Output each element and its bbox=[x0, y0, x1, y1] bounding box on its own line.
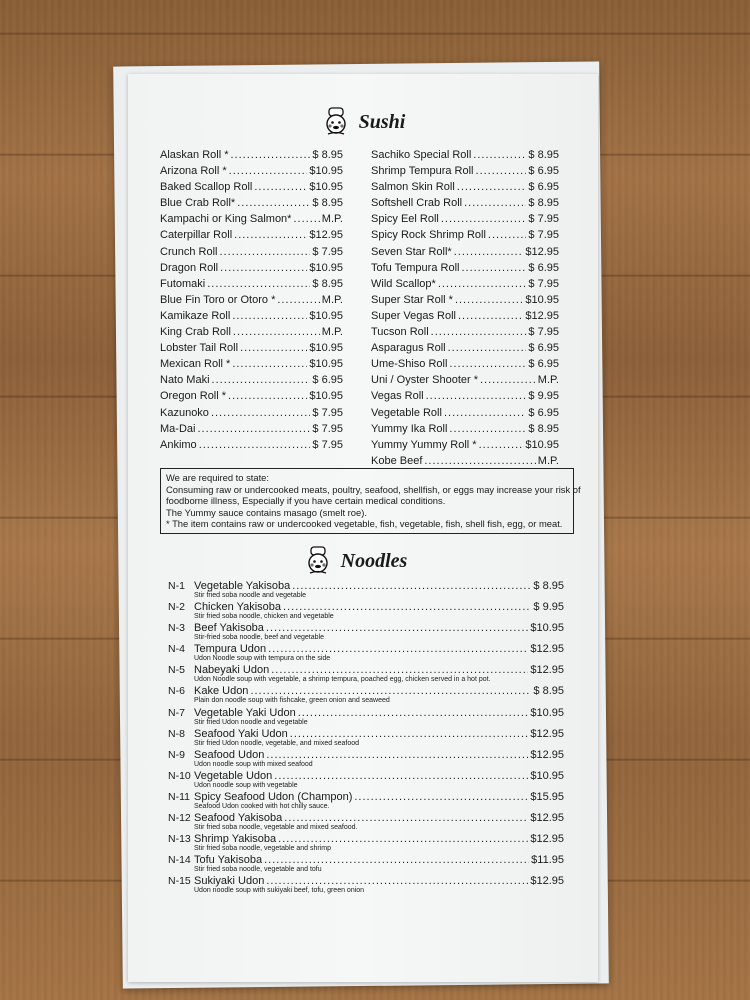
menu-item-price: $ 7.95 bbox=[528, 277, 559, 290]
noodle-name: Spicy Seafood Udon (Champon) bbox=[194, 790, 353, 803]
sushi-title: Sushi bbox=[358, 110, 406, 133]
menu-item bbox=[160, 260, 343, 276]
noodle-line bbox=[168, 601, 564, 613]
menu-item-price: $12.95 bbox=[309, 229, 343, 242]
menu-item-price: $10.95 bbox=[309, 181, 343, 194]
menu-item-name: Futomaki bbox=[160, 277, 206, 290]
menu-item-price: $ 6.95 bbox=[528, 406, 559, 419]
menu-item-name: Uni / Oyster Shooter * bbox=[371, 374, 478, 387]
menu-item-price: $ 6.95 bbox=[528, 181, 559, 194]
menu-item-name: Yummy Yummy Roll * bbox=[371, 438, 477, 451]
notice-line: The Yummy sauce contains masago (smelt roe). bbox=[166, 506, 367, 518]
menu-item bbox=[160, 147, 343, 163]
menu-item bbox=[371, 163, 559, 179]
noodle-price: $15.95 bbox=[530, 790, 564, 803]
notice-line: * The item contains raw or undercooked vegetable, fish, vegetable, fish, shell fish, egg, or meat. bbox=[166, 518, 563, 529]
leader-dots bbox=[488, 227, 526, 243]
menu-item bbox=[371, 388, 559, 404]
menu-item bbox=[371, 356, 559, 372]
leader-dots bbox=[250, 685, 531, 697]
noodle-code: N-4 bbox=[168, 643, 185, 656]
menu-item bbox=[371, 308, 559, 324]
noodle-price: $ 8.95 bbox=[533, 580, 564, 592]
leader-dots bbox=[197, 421, 310, 437]
noodle-price: $12.95 bbox=[530, 812, 564, 825]
menu-item-price: $ 8.95 bbox=[528, 149, 559, 161]
leader-dots bbox=[207, 276, 310, 292]
menu-item-name: Caterpillar Roll bbox=[160, 229, 233, 242]
noodle-item bbox=[168, 601, 564, 622]
noodle-line bbox=[168, 875, 564, 887]
menu-item-price: $10.95 bbox=[309, 342, 343, 355]
menu-item bbox=[371, 260, 559, 276]
menu-item-name: Shrimp Tempura Roll bbox=[371, 165, 474, 178]
menu-item-price: $12.95 bbox=[525, 245, 559, 258]
menu-item-name: Vegas Roll bbox=[371, 390, 424, 403]
menu-item-price: $ 7.95 bbox=[312, 422, 343, 435]
menu-item bbox=[160, 276, 343, 292]
noodle-description: Stir fried soba noodle, vegetable and tofu bbox=[194, 866, 322, 874]
noodle-price: $10.95 bbox=[530, 706, 564, 719]
noodle-name: Vegetable Udon bbox=[194, 769, 273, 782]
menu-item-price: $10.95 bbox=[309, 390, 343, 403]
menu-item-name: Alaskan Roll * bbox=[160, 149, 229, 161]
menu-item-name: Kampachi or King Salmon* bbox=[160, 213, 292, 226]
menu-item-name: Vegetable Roll bbox=[371, 406, 442, 419]
menu-item bbox=[160, 211, 343, 227]
menu-item-price: $10.95 bbox=[309, 165, 343, 178]
noodle-description: Stir fried soba noodle, vegetable and shrimp bbox=[194, 845, 331, 853]
menu-item-name: Spicy Rock Shrimp Roll bbox=[371, 229, 486, 242]
leader-dots bbox=[449, 356, 526, 372]
noodle-line bbox=[168, 791, 564, 803]
menu-item bbox=[371, 324, 559, 340]
menu-item bbox=[371, 437, 559, 453]
menu-item bbox=[160, 179, 343, 195]
menu-item-name: Salmon Skin Roll bbox=[371, 181, 455, 194]
noodle-description: Stir-fried soba noodle, beef and vegetable bbox=[194, 634, 324, 642]
noodle-name: Tofu Yakisoba bbox=[194, 854, 263, 867]
leader-dots bbox=[211, 405, 310, 421]
menu-item-price: $ 9.95 bbox=[528, 390, 559, 403]
noodle-description: Udon noodle soup with vegetable bbox=[194, 781, 298, 789]
menu-item bbox=[160, 372, 343, 388]
menu-item-price: M.P. bbox=[537, 374, 559, 387]
menu-item-name: Arizona Roll * bbox=[160, 165, 227, 178]
noodle-name: Chicken Yakisoba bbox=[194, 601, 282, 614]
leader-dots bbox=[212, 372, 311, 388]
leader-dots bbox=[458, 308, 523, 324]
noodle-line bbox=[168, 685, 564, 697]
noodle-name: Tempura Udon bbox=[194, 643, 267, 656]
menu-item-name: Kazunoko bbox=[160, 406, 209, 419]
noodle-description: Stir fried soba noodle, vegetable and mixed seafood. bbox=[194, 824, 358, 832]
noodle-name: Seafood Udon bbox=[194, 748, 265, 761]
menu-item-price: M.P. bbox=[321, 326, 343, 339]
menu-item-price: M.P. bbox=[537, 454, 559, 467]
menu-item bbox=[160, 421, 343, 437]
noodle-description: Plain don noodle soup with fishcake, green onion and seaweed bbox=[194, 697, 390, 705]
noodle-item bbox=[168, 833, 564, 854]
noodle-code: N-11 bbox=[168, 790, 190, 803]
menu-item-price: $ 8.95 bbox=[312, 277, 343, 290]
leader-dots bbox=[283, 601, 531, 613]
menu-item-name: Tucson Roll bbox=[371, 326, 429, 339]
leader-dots bbox=[234, 227, 307, 243]
noodle-line bbox=[168, 812, 564, 824]
noodle-price: $12.95 bbox=[530, 748, 564, 761]
noodle-price: $12.95 bbox=[530, 727, 564, 740]
noodle-code: N-13 bbox=[168, 833, 191, 846]
menu-item bbox=[160, 324, 343, 340]
menu-item-name: Oregon Roll * bbox=[160, 390, 227, 403]
menu-item-price: $ 6.95 bbox=[528, 165, 559, 178]
noodle-description: Stir fried Udon noodle and vegetable bbox=[194, 718, 308, 726]
noodle-code: N-2 bbox=[168, 601, 185, 614]
menu-item-name: Nato Maki bbox=[160, 374, 210, 387]
leader-dots bbox=[278, 833, 528, 845]
menu-item bbox=[160, 227, 343, 243]
menu-item bbox=[160, 405, 343, 421]
noodle-code: N-8 bbox=[168, 727, 185, 740]
leader-dots bbox=[292, 580, 531, 592]
menu-item-name: Crunch Roll bbox=[160, 245, 218, 258]
noodle-line bbox=[168, 664, 564, 676]
noodle-item bbox=[168, 685, 564, 706]
menu-item-price: $ 8.95 bbox=[312, 197, 343, 210]
noodle-name: Nabeyaki Udon bbox=[194, 664, 270, 677]
noodle-item bbox=[168, 875, 564, 896]
menu-item bbox=[160, 356, 343, 372]
menu-item-name: Asparagus Roll bbox=[371, 342, 446, 355]
notice-line: foodborne illness, Especially if you have certain medical conditions. bbox=[166, 495, 446, 506]
leader-dots bbox=[266, 622, 528, 634]
noodle-code: N-1 bbox=[168, 580, 185, 592]
noodle-price: $ 9.95 bbox=[533, 601, 564, 614]
leader-dots bbox=[230, 147, 310, 163]
noodle-price: $10.95 bbox=[530, 622, 564, 635]
leader-dots bbox=[284, 812, 528, 824]
noodle-code: N-7 bbox=[168, 706, 185, 719]
chef-mascot-icon bbox=[303, 546, 333, 576]
notice-line: Consuming raw or undercooked meats, poultry, seafood, shellfish, or eggs may increase your risk of bbox=[166, 483, 581, 495]
menu-item-name: Ma-Dai bbox=[160, 422, 196, 435]
leader-dots bbox=[464, 195, 526, 211]
menu-item-price: $10.95 bbox=[525, 293, 559, 306]
menu-item-name: Baked Scallop Roll bbox=[160, 181, 253, 194]
menu-item-price: M.P. bbox=[321, 293, 343, 306]
noodle-price: $12.95 bbox=[530, 833, 564, 846]
leader-dots bbox=[271, 664, 528, 676]
menu-item bbox=[160, 437, 343, 453]
leader-dots bbox=[479, 437, 524, 453]
menu-item-price: M.P. bbox=[321, 213, 343, 226]
leader-dots bbox=[480, 372, 536, 388]
menu-item bbox=[371, 276, 559, 292]
leader-dots bbox=[298, 707, 529, 719]
noodle-code: N-3 bbox=[168, 622, 185, 635]
menu-item bbox=[160, 340, 343, 356]
chef-mascot-icon bbox=[321, 107, 351, 137]
menu-item bbox=[371, 179, 559, 195]
noodle-name: Kake Udon bbox=[194, 685, 249, 698]
noodle-code: N-14 bbox=[168, 854, 191, 867]
noodle-name: Sukiyaki Udon bbox=[194, 875, 265, 888]
menu-item-price: $ 7.95 bbox=[528, 213, 559, 226]
noodle-line bbox=[168, 622, 564, 634]
noodle-item bbox=[168, 580, 564, 601]
menu-item-price: $10.95 bbox=[309, 358, 343, 371]
noodle-item bbox=[168, 791, 564, 812]
noodle-code: N-9 bbox=[168, 748, 185, 761]
leader-dots bbox=[455, 292, 523, 308]
noodle-name: Vegetable Yakisoba bbox=[194, 580, 291, 592]
leader-dots bbox=[277, 292, 319, 308]
noodle-item bbox=[168, 622, 564, 643]
menu-item bbox=[371, 244, 559, 260]
noodles-title: Noodles bbox=[340, 549, 408, 572]
menu-item-name: Super Vegas Roll bbox=[371, 309, 456, 322]
menu-item bbox=[160, 244, 343, 260]
noodle-price: $12.95 bbox=[530, 875, 564, 888]
leader-dots bbox=[219, 244, 310, 260]
noodle-description: Udon noodle soup with sukiyaki beef, tofu, green onion bbox=[194, 887, 365, 895]
noodle-name: Shrimp Yakisoba bbox=[194, 833, 277, 846]
leader-dots bbox=[293, 211, 319, 227]
noodle-line bbox=[168, 580, 564, 592]
noodle-name: Vegetable Yaki Udon bbox=[194, 706, 296, 719]
noodle-item bbox=[168, 854, 564, 875]
noodle-code: N-6 bbox=[168, 685, 185, 698]
menu-item-price: $10.95 bbox=[309, 309, 343, 322]
leader-dots bbox=[274, 770, 528, 782]
menu-item-name: Ume-Shiso Roll bbox=[371, 358, 448, 371]
leader-dots bbox=[229, 163, 308, 179]
noodle-description: Stir fried soba noodle and vegetable bbox=[194, 592, 307, 599]
noodle-line bbox=[168, 854, 564, 866]
menu-item-name: Softshell Crab Roll bbox=[371, 197, 463, 210]
menu-item bbox=[371, 195, 559, 211]
leader-dots bbox=[199, 437, 311, 453]
menu-item-name: Ankimo bbox=[160, 438, 197, 451]
menu-item bbox=[371, 227, 559, 243]
leader-dots bbox=[266, 875, 528, 887]
noodle-item bbox=[168, 664, 564, 685]
noodle-item bbox=[168, 812, 564, 833]
menu-item-price: $10.95 bbox=[309, 261, 343, 274]
menu-item-name: Blue Crab Roll* bbox=[160, 197, 236, 210]
noodle-code: N-5 bbox=[168, 664, 185, 677]
leader-dots bbox=[426, 388, 527, 404]
leader-dots bbox=[237, 195, 310, 211]
leader-dots bbox=[228, 388, 307, 404]
leader-dots bbox=[264, 854, 529, 866]
leader-dots bbox=[266, 749, 528, 761]
menu-item-price: $10.95 bbox=[525, 438, 559, 451]
menu-item-name: Yummy Ika Roll bbox=[371, 422, 448, 435]
menu-item bbox=[160, 292, 343, 308]
menu-item bbox=[371, 421, 559, 437]
leader-dots bbox=[354, 791, 528, 803]
noodle-code: N-10 bbox=[168, 769, 191, 782]
menu-item-name: Super Star Roll * bbox=[371, 293, 453, 306]
noodle-name: Seafood Yakisoba bbox=[194, 812, 283, 825]
menu-item bbox=[371, 405, 559, 421]
noodle-item bbox=[168, 749, 564, 770]
leader-dots bbox=[441, 211, 527, 227]
leader-dots bbox=[431, 324, 527, 340]
menu-item-name: King Crab Roll bbox=[160, 326, 231, 339]
leader-dots bbox=[457, 179, 527, 195]
leader-dots bbox=[476, 163, 527, 179]
noodle-description: Udon Noodle soup with vegetable, a shrimp tempura, poached egg, chicken served in a hot pot. bbox=[194, 676, 491, 684]
menu-item bbox=[160, 195, 343, 211]
menu-item-name: Seven Star Roll* bbox=[371, 245, 452, 258]
leader-dots bbox=[438, 276, 527, 292]
menu-item-name: Dragon Roll bbox=[160, 261, 219, 274]
menu-item-price: $ 7.95 bbox=[312, 406, 343, 419]
noodle-item bbox=[168, 728, 564, 749]
menu-item-price: $ 6.95 bbox=[312, 374, 343, 387]
menu-item-name: Wild Scallop* bbox=[371, 277, 436, 290]
menu-item-name: Mexican Roll * bbox=[160, 358, 231, 371]
menu-item bbox=[371, 211, 559, 227]
raw-food-notice bbox=[160, 468, 581, 534]
noodles-list bbox=[168, 580, 564, 896]
menu-item-name: Blue Fin Toro or Otoro * bbox=[160, 293, 276, 306]
noodle-description: Udon Noodle soup with tempura on the side bbox=[194, 655, 331, 663]
noodle-line bbox=[168, 770, 564, 782]
noodle-price: $12.95 bbox=[530, 664, 564, 677]
sushi-header bbox=[128, 107, 598, 137]
leader-dots bbox=[232, 356, 307, 372]
leader-dots bbox=[473, 147, 526, 163]
noodle-line bbox=[168, 833, 564, 845]
leader-dots bbox=[220, 260, 307, 276]
menu-item bbox=[371, 292, 559, 308]
menu-item-price: $ 6.95 bbox=[528, 358, 559, 371]
noodle-code: N-15 bbox=[168, 875, 191, 888]
menu-item bbox=[160, 163, 343, 179]
noodles-header bbox=[120, 546, 590, 576]
sushi-right-column bbox=[371, 147, 559, 469]
notice-line: We are required to state: bbox=[166, 472, 270, 483]
leader-dots bbox=[232, 308, 307, 324]
menu-item-price: $ 7.95 bbox=[312, 245, 343, 258]
menu-item bbox=[371, 453, 559, 469]
noodle-name: Beef Yakisoba bbox=[194, 622, 264, 635]
noodle-item bbox=[168, 643, 564, 664]
sushi-left-column bbox=[160, 147, 343, 453]
noodle-line bbox=[168, 707, 564, 719]
noodle-item bbox=[168, 707, 564, 728]
noodle-price: $12.95 bbox=[530, 643, 564, 656]
menu-item bbox=[371, 340, 559, 356]
menu-item-price: $ 6.95 bbox=[528, 342, 559, 355]
noodle-code: N-12 bbox=[168, 812, 191, 825]
menu-item-price: $ 8.95 bbox=[528, 197, 559, 210]
leader-dots bbox=[240, 340, 307, 356]
menu-item-name: Spicy Eel Roll bbox=[371, 213, 439, 226]
menu-item bbox=[160, 388, 343, 404]
leader-dots bbox=[254, 179, 307, 195]
menu-item-price: $ 8.95 bbox=[312, 149, 343, 161]
leader-dots bbox=[454, 244, 524, 260]
noodle-price: $11.95 bbox=[531, 854, 564, 867]
menu-item-name: Sachiko Special Roll bbox=[371, 149, 472, 161]
leader-dots bbox=[461, 260, 526, 276]
menu-item-price: $ 7.95 bbox=[312, 438, 343, 451]
noodle-line bbox=[168, 643, 564, 655]
noodle-description: Stir fried Udon noodle, vegetable, and mixed seafood bbox=[194, 739, 359, 747]
menu-page bbox=[128, 74, 598, 982]
leader-dots bbox=[268, 643, 528, 655]
menu-item-price: $ 6.95 bbox=[528, 261, 559, 274]
menu-item-name: Kamikaze Roll bbox=[160, 309, 231, 322]
noodle-description: Udon noodle soup with mixed seafood bbox=[194, 760, 313, 768]
menu-item bbox=[371, 147, 559, 163]
menu-item-name: Kobe Beef bbox=[371, 454, 423, 467]
menu-item-price: $ 7.95 bbox=[528, 229, 559, 242]
menu-item-price: $12.95 bbox=[525, 309, 559, 322]
leader-dots bbox=[290, 728, 529, 740]
noodle-price: $10.95 bbox=[530, 769, 564, 782]
noodle-item bbox=[168, 770, 564, 791]
menu-item-name: Lobster Tail Roll bbox=[160, 342, 239, 355]
noodle-name: Seafood Yaki Udon bbox=[194, 727, 288, 740]
menu-item-price: $ 8.95 bbox=[528, 422, 559, 435]
noodle-line bbox=[168, 728, 564, 740]
leader-dots bbox=[233, 324, 320, 340]
noodle-description: Seafood Udon cooked with hot chilly sauce. bbox=[194, 802, 330, 810]
leader-dots bbox=[448, 340, 527, 356]
leader-dots bbox=[444, 405, 526, 421]
leader-dots bbox=[424, 453, 535, 469]
menu-item bbox=[371, 372, 559, 388]
menu-item-name: Tofu Tempura Roll bbox=[371, 261, 460, 274]
noodle-line bbox=[168, 749, 564, 761]
menu-item bbox=[160, 308, 343, 324]
noodle-description: Stir fried soba noodle, chicken and vegetable bbox=[194, 613, 334, 621]
menu-item-price: $ 7.95 bbox=[528, 326, 559, 339]
leader-dots bbox=[449, 421, 526, 437]
noodle-price: $ 8.95 bbox=[533, 685, 564, 698]
